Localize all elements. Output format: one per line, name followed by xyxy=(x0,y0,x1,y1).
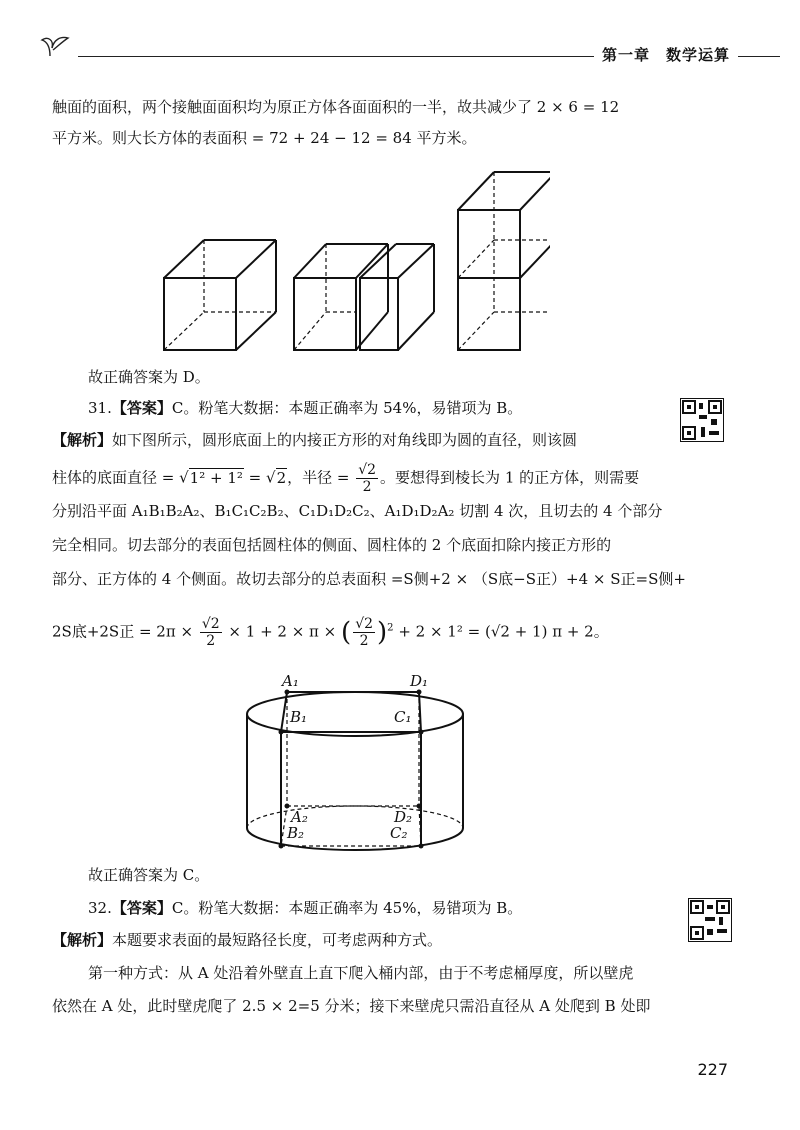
q31-number: 31. xyxy=(88,399,112,417)
page-number: 227 xyxy=(697,1060,728,1079)
q31-a2-pre: 柱体的底面直径 = xyxy=(52,468,180,487)
qr-code-icon[interactable] xyxy=(688,898,732,942)
q32-answer-text: C。粉笔大数据：本题正确率为 45%，易错项为 B。 xyxy=(171,899,523,917)
label-d2: D₂ xyxy=(394,808,413,826)
q31-analysis-tag: 【解析】 xyxy=(52,431,113,449)
sprout-icon xyxy=(40,32,76,58)
q31-answer-tag: 【答案】 xyxy=(111,399,172,417)
conclusion-c: 故正确答案为 C。 xyxy=(88,866,210,884)
cube-right-half xyxy=(360,244,434,350)
q32-analysis-line-3: 依然在 A 处，此时壁虎爬了 2.5 × 2=5 分米；接下来壁虎只需沿直径从 A 处爬到 B 处即 xyxy=(52,997,651,1015)
q31-a6-mid2: + 2 × 1² = ( xyxy=(393,622,491,641)
label-b1: B₁ xyxy=(290,708,308,726)
q31-fraction-1: $\frac{√2}{2}$ xyxy=(201,616,220,649)
q31-a6-post: + 1) π + 2。 xyxy=(509,622,609,641)
q31-a2-root: 1² + 1² xyxy=(189,468,243,487)
q31-analysis-line-4: 完全相同。切去部分的表面包括圆柱体的侧面、圆柱体的 2 个底面扣除内接正方形的 xyxy=(52,536,612,554)
q31-a2-mid: = xyxy=(243,468,266,487)
label-a2: A₂ xyxy=(291,808,308,826)
intro-line-1: 触面的面积，两个接触面面积均为原正方体各面面积的一半，故共减少了 2 × 6 = 12 xyxy=(52,98,620,116)
q31-a2-root2: 2 xyxy=(276,468,287,487)
q32-number: 32. xyxy=(88,899,112,917)
q31-analysis-line-2: 柱体的底面直径 = √1² + 1² = √2，半径 = $\frac{√2}{2}$ 。要想得到棱长为 1 的正方体，则需要 xyxy=(52,462,640,495)
q31-analysis-text-1: 如下图所示，圆形底面上的内接正方形的对角线即为圆的直径，则该圆 xyxy=(112,431,578,449)
q32-answer-tag: 【答案】 xyxy=(111,899,172,917)
qr-code-icon[interactable] xyxy=(680,398,724,442)
q31-a2-post: 。要想得到棱长为 1 的正方体，则需要 xyxy=(380,468,640,487)
cube-diagrams xyxy=(150,160,550,360)
label-b2: B₂ xyxy=(287,824,305,842)
q31-a6-pre: 2S底+2S正 = 2π × xyxy=(52,622,198,641)
cube-tall xyxy=(458,172,550,350)
q31-answer-text: C。粉笔大数据：本题正确率为 54%，易错项为 B。 xyxy=(171,399,523,417)
cube-large xyxy=(164,240,276,350)
q32-analysis-line-1 xyxy=(52,929,442,951)
q31-analysis-line-1 xyxy=(52,429,577,451)
cylinder-diagram xyxy=(235,668,475,858)
q31-a2-radius: ，半径 = xyxy=(287,468,355,487)
conclusion-d: 故正确答案为 D。 xyxy=(88,368,210,386)
cube-left-half xyxy=(294,244,388,350)
q31-a6-root: √2 xyxy=(490,622,510,641)
q31-analysis-line-6: 2S底+2S正 = 2π × $\frac{√2}{2}$ × 1 + 2 × π × ( $\frac{√2}{2}$ )$^2$ + 2 × 1² = (√2 + 1) π + 2。 xyxy=(52,616,609,649)
label-d1: D₁ xyxy=(410,672,429,690)
q32-analysis-tag: 【解析】 xyxy=(52,931,113,949)
label-c2: C₂ xyxy=(390,824,408,842)
q32-answer-line xyxy=(88,897,522,919)
q31-answer-line xyxy=(88,397,522,419)
q31-fraction-2: $\frac{√2}{2}$ xyxy=(355,616,374,649)
q31-a6-mid1: × 1 + 2 × π × xyxy=(223,622,342,641)
q32-analysis-line-2: 第一种方式：从 A 处沿着外壁直上直下爬入桶内部，由于不考虑桶厚度，所以壁虎 xyxy=(88,964,634,982)
q31-analysis-line-5: 部分、正方体的 4 个侧面。故切去部分的总表面积 =S侧+2 × （S底−S正）+4 × S正=S侧+ xyxy=(52,570,686,588)
label-c1: C₁ xyxy=(394,708,412,726)
chapter-title: 第一章 数学运算 xyxy=(594,44,738,65)
q31-radius-fraction: $\frac{√2}{2}$ xyxy=(358,462,377,495)
q31-analysis-line-3: 分别沿平面 A₁B₁B₂A₂、B₁C₁C₂B₂、C₁D₁D₂C₂、A₁D₁D₂A₂ 切割 4 次，且切去的 4 个部分 xyxy=(52,502,663,520)
label-a1: A₁ xyxy=(282,672,299,690)
intro-line-2: 平方米。则大长方体的表面积 = 72 + 24 − 12 = 84 平方米。 xyxy=(52,129,477,147)
q32-analysis-text-1: 本题要求表面的最短路径长度，可考虑两种方式。 xyxy=(112,931,443,949)
